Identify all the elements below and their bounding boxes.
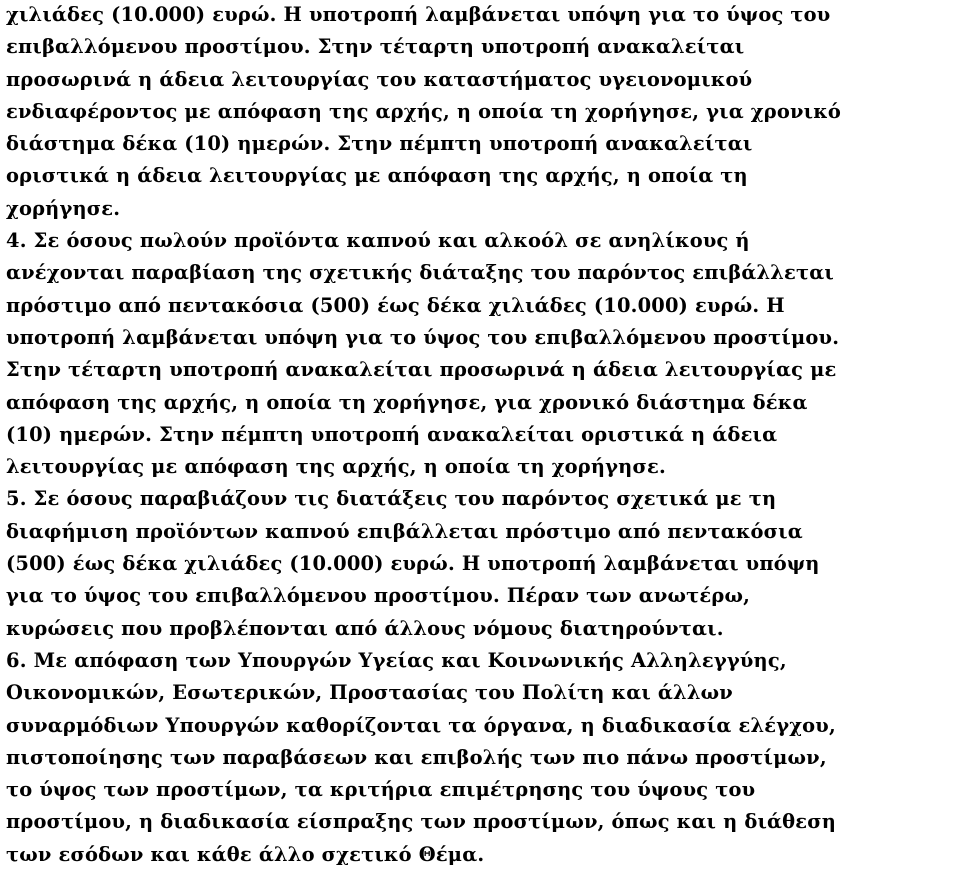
text-line: (10) ημερών. Στην πέμπτη υποτροπή ανακαλείται οριστικά η άδεια bbox=[6, 422, 778, 446]
text-line: υποτροπή λαμβάνεται υπόψη για το ύψος του επιβαλλόμενου προστίμου. bbox=[6, 325, 840, 349]
text-line: χιλιάδες (10.000) ευρώ. Η υποτροπή λαμβάνεται υπόψη για το ύψος του bbox=[6, 3, 831, 26]
text-line: ανέχονται παραβίαση της σχετικής διάταξης του παρόντος επιβάλλεται bbox=[6, 261, 834, 285]
text-line: για το ύψος του επιβαλλόμενου προστίμου. Πέραν των ανωτέρω, bbox=[6, 584, 751, 608]
text-line: διαφήμιση προϊόντων καπνού επιβάλλεται πρόστιμο από πεντακόσια bbox=[6, 519, 803, 543]
text-line: πιστοποίησης των παραβάσεων και επιβολής των πιο πάνω προστίμων, bbox=[6, 745, 827, 769]
paragraph-6-start: 6. Με απόφαση των Υπουργών Υγείας και Κοινωνικής Αλληλεγγύης, bbox=[6, 648, 787, 672]
text-line: συναρμόδιων Υπουργών καθορίζονται τα όργανα, η διαδικασία ελέγχου, bbox=[6, 713, 836, 737]
text-line: λειτουργίας με απόφαση της αρχής, η οποία τη χορήγησε. bbox=[6, 455, 666, 479]
text-line: το ύψος των προστίμων, τα κριτήρια επιμέτρησης του ύψους του bbox=[6, 778, 756, 802]
text-line: επιβαλλόμενου προστίμου. Στην τέταρτη υποτροπή ανακαλείται bbox=[6, 35, 745, 59]
text-line: διάστημα δέκα (10) ημερών. Στην πέμπτη υποτροπή ανακαλείται bbox=[6, 132, 753, 156]
document-body bbox=[6, 0, 954, 871]
text-line: (500) έως δέκα χιλιάδες (10.000) ευρώ. Η υποτροπή λαμβάνεται υπόψη bbox=[6, 552, 820, 576]
text-line: χορήγησε. bbox=[6, 196, 121, 220]
paragraph-5-start: 5. Σε όσους παραβιάζουν τις διατάξεις του παρόντος σχετικά με τη bbox=[6, 487, 777, 511]
text-line: πρόστιμο από πεντακόσια (500) έως δέκα χιλιάδες (10.000) ευρώ. Η bbox=[6, 293, 785, 317]
text-line: προσωρινά η άδεια λειτουργίας του καταστήματος υγειονομικού bbox=[6, 67, 753, 91]
text-line: κυρώσεις που προβλέπονται από άλλους νόμους διατηρούνται. bbox=[6, 616, 724, 640]
text-line: των εσόδων και κάθε άλλο σχετικό Θέμα. bbox=[6, 842, 485, 866]
text-line: Στην τέταρτη υποτροπή ανακαλείται προσωρινά η άδεια λειτουργίας με bbox=[6, 358, 837, 382]
text-line: Οικονομικών, Εσωτερικών, Προστασίας του Πολίτη και άλλων bbox=[6, 681, 733, 705]
text-line: οριστικά η άδεια λειτουργίας με απόφαση της αρχής, η οποία τη bbox=[6, 164, 748, 188]
text-line: απόφαση της αρχής, η οποία τη χορήγησε, για χρονικό διάστημα δέκα bbox=[6, 390, 808, 414]
paragraph-4-start: 4. Σε όσους πωλούν προϊόντα καπνού και αλκοόλ σε ανηλίκους ή bbox=[6, 229, 750, 253]
text-line: προστίμου, η διαδικασία είσπραξης των προστίμων, όπως και η διάθεση bbox=[6, 810, 837, 834]
text-line: ενδιαφέροντος με απόφαση της αρχής, η οποία τη χορήγησε, για χρονικό bbox=[6, 99, 842, 123]
